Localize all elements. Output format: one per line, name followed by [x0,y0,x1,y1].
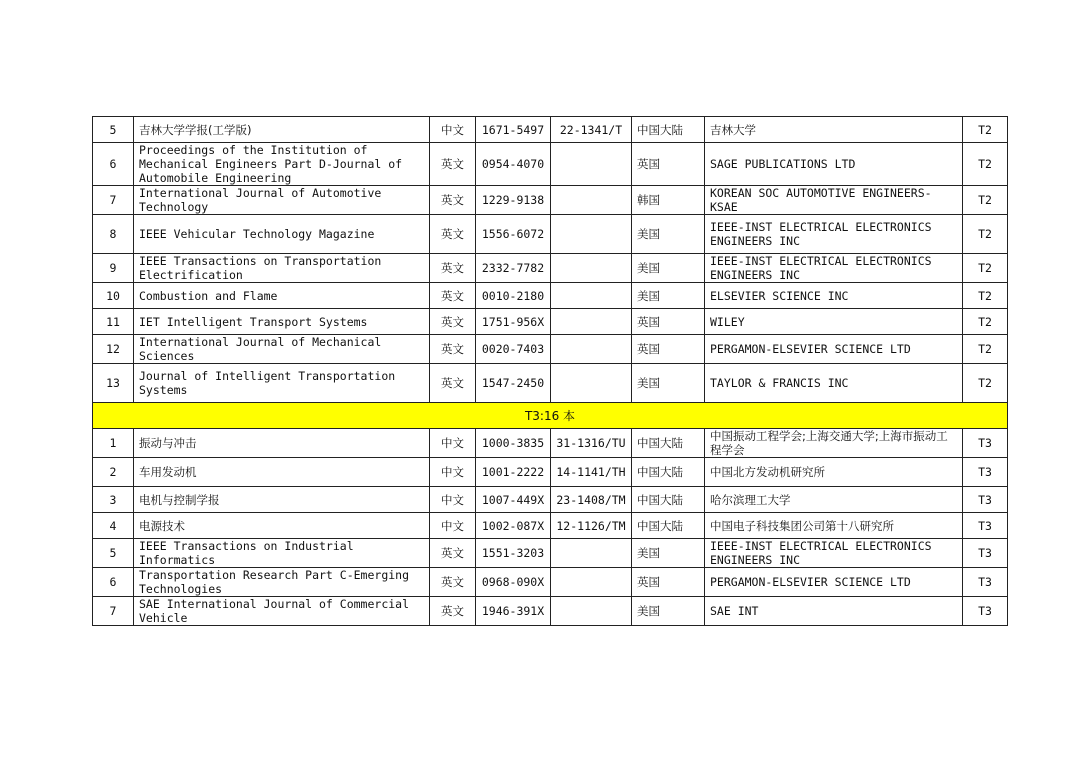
cn-number-cell [551,597,632,626]
table-row [93,487,1008,513]
table-row [93,429,1008,458]
language-cell: 英文 [430,364,476,403]
region-cell: 中国大陆 [632,513,705,539]
language-cell: 英文 [430,186,476,215]
journal-title-cell: 振动与冲击 [134,429,430,458]
region-cell: 英国 [632,335,705,364]
region-cell: 美国 [632,539,705,568]
cn-number-cell [551,309,632,335]
tier-level-cell: T2 [963,186,1008,215]
table-row [93,597,1008,626]
cn-number-cell [551,186,632,215]
table-row [93,309,1008,335]
publisher-cell: 哈尔滨理工大学 [705,487,963,513]
journal-title-cell: 电机与控制学报 [134,487,430,513]
language-cell: 英文 [430,597,476,626]
journal-title-cell: 吉林大学学报(工学版) [134,117,430,143]
cn-number-cell: 23-1408/TM [551,487,632,513]
language-cell: 中文 [430,487,476,513]
tier-level-cell: T3 [963,539,1008,568]
table-row [93,143,1008,186]
tier-level-cell: T2 [963,143,1008,186]
row-number-cell: 7 [93,597,134,626]
journal-table [92,116,1008,626]
tier-level-cell: T2 [963,215,1008,254]
tier-level-cell: T2 [963,364,1008,403]
row-number-cell: 9 [93,254,134,283]
journal-title-cell: Journal of Intelligent Transportation Systems [134,364,430,403]
region-cell: 英国 [632,309,705,335]
region-cell: 美国 [632,597,705,626]
tier-level-cell: T3 [963,568,1008,597]
issn-cell: 1556-6072 [476,215,551,254]
row-number-cell: 6 [93,143,134,186]
publisher-cell: WILEY [705,309,963,335]
language-cell: 英文 [430,568,476,597]
region-cell: 英国 [632,143,705,186]
tier-level-cell: T3 [963,513,1008,539]
table-row [93,283,1008,309]
region-cell: 英国 [632,568,705,597]
language-cell: 英文 [430,254,476,283]
publisher-cell: 中国振动工程学会;上海交通大学;上海市振动工程学会 [705,429,963,458]
issn-cell: 1229-9138 [476,186,551,215]
language-cell: 中文 [430,117,476,143]
tier-level-cell: T2 [963,283,1008,309]
region-cell: 中国大陆 [632,429,705,458]
row-number-cell: 11 [93,309,134,335]
table-row [93,539,1008,568]
section-header-row [93,403,1008,429]
region-cell: 韩国 [632,186,705,215]
publisher-cell: IEEE-INST ELECTRICAL ELECTRONICS ENGINEERS INC [705,539,963,568]
cn-number-cell [551,568,632,597]
tier-level-cell: T2 [963,309,1008,335]
cn-number-cell: 22-1341/T [551,117,632,143]
row-number-cell: 7 [93,186,134,215]
publisher-cell: SAE INT [705,597,963,626]
cn-number-cell [551,364,632,403]
publisher-cell: IEEE-INST ELECTRICAL ELECTRONICS ENGINEERS INC [705,254,963,283]
region-cell: 中国大陆 [632,117,705,143]
journal-title-cell: International Journal of Mechanical Sciences [134,335,430,364]
language-cell: 英文 [430,539,476,568]
issn-cell: 0010-2180 [476,283,551,309]
region-cell: 美国 [632,254,705,283]
table-row [93,568,1008,597]
language-cell: 中文 [430,513,476,539]
issn-cell: 1002-087X [476,513,551,539]
issn-cell: 0020-7403 [476,335,551,364]
language-cell: 中文 [430,429,476,458]
tier-level-cell: T2 [963,117,1008,143]
cn-number-cell [551,283,632,309]
tier-level-cell: T3 [963,597,1008,626]
section-header-t3: T3:16 本 [93,403,1008,429]
row-number-cell: 3 [93,487,134,513]
journal-title-cell: Proceedings of the Institution of Mechanical Engineers Part D-Journal of Automobile Engineering [134,143,430,186]
region-cell: 美国 [632,364,705,403]
journal-title-cell: IEEE Transactions on Industrial Informatics [134,539,430,568]
row-number-cell: 5 [93,539,134,568]
journal-title-cell: Transportation Research Part C-Emerging Technologies [134,568,430,597]
row-number-cell: 13 [93,364,134,403]
journal-title-cell: International Journal of Automotive Technology [134,186,430,215]
tier-t2-rows [93,117,1008,403]
publisher-cell: 中国电子科技集团公司第十八研究所 [705,513,963,539]
cn-number-cell [551,254,632,283]
cn-number-cell [551,215,632,254]
issn-cell: 0954-4070 [476,143,551,186]
journal-title-cell: 电源技术 [134,513,430,539]
publisher-cell: IEEE-INST ELECTRICAL ELECTRONICS ENGINEERS INC [705,215,963,254]
publisher-cell: PERGAMON-ELSEVIER SCIENCE LTD [705,335,963,364]
cn-number-cell: 14-1141/TH [551,458,632,487]
tier-level-cell: T3 [963,429,1008,458]
issn-cell: 1551-3203 [476,539,551,568]
cn-number-cell [551,143,632,186]
journal-title-cell: 车用发动机 [134,458,430,487]
tier-level-cell: T3 [963,458,1008,487]
region-cell: 中国大陆 [632,487,705,513]
row-number-cell: 12 [93,335,134,364]
language-cell: 英文 [430,215,476,254]
tier-t3-section [93,403,1008,429]
issn-cell: 1946-391X [476,597,551,626]
row-number-cell: 2 [93,458,134,487]
tier-level-cell: T2 [963,335,1008,364]
publisher-cell: KOREAN SOC AUTOMOTIVE ENGINEERS-KSAE [705,186,963,215]
journal-title-cell: IET Intelligent Transport Systems [134,309,430,335]
table-row [93,254,1008,283]
cn-number-cell [551,335,632,364]
table-row [93,458,1008,487]
cn-number-cell [551,539,632,568]
language-cell: 英文 [430,143,476,186]
publisher-cell: TAYLOR & FRANCIS INC [705,364,963,403]
issn-cell: 1001-2222 [476,458,551,487]
row-number-cell: 5 [93,117,134,143]
tier-t3-rows [93,429,1008,626]
table-row [93,186,1008,215]
language-cell: 英文 [430,335,476,364]
journal-title-cell: IEEE Vehicular Technology Magazine [134,215,430,254]
publisher-cell: ELSEVIER SCIENCE INC [705,283,963,309]
journal-title-cell: Combustion and Flame [134,283,430,309]
issn-cell: 1751-956X [476,309,551,335]
tier-level-cell: T3 [963,487,1008,513]
table-row [93,364,1008,403]
region-cell: 美国 [632,283,705,309]
issn-cell: 1547-2450 [476,364,551,403]
row-number-cell: 4 [93,513,134,539]
language-cell: 中文 [430,458,476,487]
tier-level-cell: T2 [963,254,1008,283]
journal-title-cell: SAE International Journal of Commercial Vehicle [134,597,430,626]
issn-cell: 1000-3835 [476,429,551,458]
issn-cell: 0968-090X [476,568,551,597]
language-cell: 英文 [430,309,476,335]
row-number-cell: 1 [93,429,134,458]
publisher-cell: 中国北方发动机研究所 [705,458,963,487]
region-cell: 中国大陆 [632,458,705,487]
cn-number-cell: 12-1126/TM [551,513,632,539]
row-number-cell: 6 [93,568,134,597]
table-row [93,215,1008,254]
issn-cell: 2332-7782 [476,254,551,283]
publisher-cell: SAGE PUBLICATIONS LTD [705,143,963,186]
language-cell: 英文 [430,283,476,309]
table-row [93,117,1008,143]
issn-cell: 1007-449X [476,487,551,513]
region-cell: 美国 [632,215,705,254]
cn-number-cell: 31-1316/TU [551,429,632,458]
publisher-cell: PERGAMON-ELSEVIER SCIENCE LTD [705,568,963,597]
row-number-cell: 8 [93,215,134,254]
table-row [93,335,1008,364]
publisher-cell: 吉林大学 [705,117,963,143]
row-number-cell: 10 [93,283,134,309]
table-row [93,513,1008,539]
issn-cell: 1671-5497 [476,117,551,143]
journal-title-cell: IEEE Transactions on Transportation Electrification [134,254,430,283]
